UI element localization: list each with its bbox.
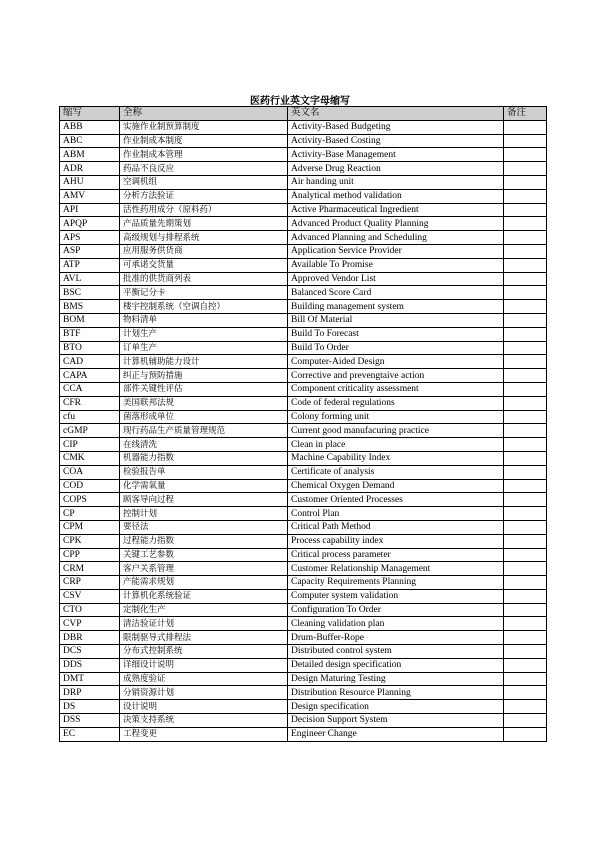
table-row: [60, 327, 547, 341]
cell-english-name: Drum-Buffer-Rope: [288, 631, 504, 645]
cell-remarks: [504, 617, 547, 631]
cell-abbreviation: cGMP: [60, 424, 120, 438]
cell-abbreviation: CIP: [60, 438, 120, 452]
cell-english-name: Advanced Planning and Scheduling: [288, 231, 504, 245]
cell-full-name: 清洁验证计划: [120, 617, 288, 631]
cell-remarks: [504, 369, 547, 383]
cell-english-name: Approved Vendor List: [288, 272, 504, 286]
cell-full-name: 平衡记分卡: [120, 286, 288, 300]
table-row: [60, 272, 547, 286]
cell-english-name: Activity-Based Budgeting: [288, 120, 504, 134]
cell-full-name: 订单生产: [120, 341, 288, 355]
cell-full-name: 纠正与预防措施: [120, 369, 288, 383]
cell-remarks: [504, 672, 547, 686]
cell-abbreviation: DDS: [60, 658, 120, 672]
cell-abbreviation: CFR: [60, 396, 120, 410]
document-title: 医药行业英文字母缩写: [250, 96, 350, 107]
table-row: [60, 148, 547, 162]
cell-full-name: 顾客导向过程: [120, 493, 288, 507]
table-row: [60, 493, 547, 507]
cell-remarks: [504, 576, 547, 590]
cell-full-name: 过程能力指数: [120, 534, 288, 548]
table-header-row: [60, 107, 547, 121]
cell-full-name: 化学需氧量: [120, 479, 288, 493]
cell-full-name: 计算机化系统验证: [120, 589, 288, 603]
cell-english-name: Computer system validation: [288, 589, 504, 603]
header-abbreviation: 缩写: [60, 107, 120, 121]
cell-remarks: [504, 589, 547, 603]
cell-english-name: Configuration To Order: [288, 603, 504, 617]
cell-abbreviation: BTO: [60, 341, 120, 355]
table-row: [60, 617, 547, 631]
cell-remarks: [504, 603, 547, 617]
cell-abbreviation: DMT: [60, 672, 120, 686]
cell-full-name: 部件关键性评估: [120, 382, 288, 396]
cell-abbreviation: BOM: [60, 313, 120, 327]
table-row: [60, 134, 547, 148]
cell-english-name: Application Service Provider: [288, 244, 504, 258]
cell-english-name: Machine Capability Index: [288, 451, 504, 465]
cell-remarks: [504, 686, 547, 700]
cell-full-name: 成熟度验证: [120, 672, 288, 686]
cell-remarks: [504, 148, 547, 162]
cell-full-name: 要径法: [120, 520, 288, 534]
table-row: [60, 727, 547, 741]
cell-abbreviation: API: [60, 203, 120, 217]
cell-full-name: 客户关系管理: [120, 562, 288, 576]
cell-english-name: Critical Path Method: [288, 520, 504, 534]
cell-full-name: 作业制成本管理: [120, 148, 288, 162]
cell-english-name: Adverse Drug Reaction: [288, 162, 504, 176]
cell-english-name: Component criticality assessment: [288, 382, 504, 396]
cell-full-name: 计算机辅助能力设计: [120, 355, 288, 369]
cell-full-name: 作业制成本制度: [120, 134, 288, 148]
cell-remarks: [504, 189, 547, 203]
cell-remarks: [504, 382, 547, 396]
cell-abbreviation: CAPA: [60, 369, 120, 383]
cell-english-name: Corrective and prevengtaive action: [288, 369, 504, 383]
table-row: [60, 548, 547, 562]
cell-remarks: [504, 286, 547, 300]
cell-abbreviation: ABM: [60, 148, 120, 162]
cell-abbreviation: ATP: [60, 258, 120, 272]
cell-abbreviation: CVP: [60, 617, 120, 631]
cell-abbreviation: CTO: [60, 603, 120, 617]
cell-full-name: 限制驱导式排程法: [120, 631, 288, 645]
cell-remarks: [504, 300, 547, 314]
table-row: [60, 603, 547, 617]
table-row: [60, 479, 547, 493]
cell-english-name: Engineer Change: [288, 727, 504, 741]
cell-abbreviation: CP: [60, 507, 120, 521]
table-row: [60, 300, 547, 314]
cell-remarks: [504, 451, 547, 465]
cell-remarks: [504, 355, 547, 369]
table-row: [60, 534, 547, 548]
table-body: [60, 120, 547, 741]
cell-english-name: Detailed design specification: [288, 658, 504, 672]
cell-english-name: Build To Order: [288, 341, 504, 355]
header-full-name: 全称: [120, 107, 288, 121]
table-row: [60, 451, 547, 465]
cell-abbreviation: COD: [60, 479, 120, 493]
cell-english-name: Process capability index: [288, 534, 504, 548]
cell-abbreviation: cfu: [60, 410, 120, 424]
cell-remarks: [504, 175, 547, 189]
cell-abbreviation: DSS: [60, 714, 120, 728]
cell-remarks: [504, 714, 547, 728]
cell-remarks: [504, 244, 547, 258]
cell-english-name: Design specification: [288, 700, 504, 714]
cell-english-name: Cleaning validation plan: [288, 617, 504, 631]
cell-full-name: 空调机组: [120, 175, 288, 189]
cell-remarks: [504, 562, 547, 576]
cell-full-name: 产能需求规划: [120, 576, 288, 590]
cell-remarks: [504, 645, 547, 659]
cell-remarks: [504, 203, 547, 217]
cell-full-name: 分析方法验证: [120, 189, 288, 203]
cell-full-name: 详细设计说明: [120, 658, 288, 672]
cell-english-name: Activity-Base Management: [288, 148, 504, 162]
cell-abbreviation: CPK: [60, 534, 120, 548]
cell-abbreviation: AVL: [60, 272, 120, 286]
cell-abbreviation: CMK: [60, 451, 120, 465]
cell-full-name: 可承诺交货量: [120, 258, 288, 272]
cell-full-name: 药品不良反应: [120, 162, 288, 176]
table-row: [60, 410, 547, 424]
table-row: [60, 686, 547, 700]
cell-remarks: [504, 217, 547, 231]
cell-abbreviation: DCS: [60, 645, 120, 659]
cell-remarks: [504, 507, 547, 521]
cell-full-name: 控制计划: [120, 507, 288, 521]
cell-abbreviation: BTF: [60, 327, 120, 341]
table-row: [60, 231, 547, 245]
cell-abbreviation: CRM: [60, 562, 120, 576]
cell-remarks: [504, 534, 547, 548]
table-row: [60, 507, 547, 521]
cell-english-name: Advanced Product Quality Planning: [288, 217, 504, 231]
cell-abbreviation: CPM: [60, 520, 120, 534]
cell-abbreviation: COA: [60, 465, 120, 479]
cell-abbreviation: DRP: [60, 686, 120, 700]
cell-english-name: Critical process parameter: [288, 548, 504, 562]
cell-english-name: Code of federal regulations: [288, 396, 504, 410]
cell-full-name: 批准的供货商列表: [120, 272, 288, 286]
cell-remarks: [504, 134, 547, 148]
table-row: [60, 217, 547, 231]
cell-remarks: [504, 162, 547, 176]
table-row: [60, 576, 547, 590]
cell-full-name: 实施作业制预算制度: [120, 120, 288, 134]
cell-abbreviation: ADR: [60, 162, 120, 176]
cell-full-name: 高级规划与排程系统: [120, 231, 288, 245]
table-row: [60, 313, 547, 327]
cell-full-name: 分销资源计划: [120, 686, 288, 700]
table-row: [60, 175, 547, 189]
table-row: [60, 520, 547, 534]
cell-remarks: [504, 438, 547, 452]
cell-english-name: Capacity Requirements Planning: [288, 576, 504, 590]
cell-remarks: [504, 548, 547, 562]
cell-abbreviation: CRP: [60, 576, 120, 590]
cell-full-name: 楼宇控制系统（空调自控）: [120, 300, 288, 314]
table-row: [60, 631, 547, 645]
cell-abbreviation: AMV: [60, 189, 120, 203]
cell-english-name: Control Plan: [288, 507, 504, 521]
cell-english-name: Chemical Oxygen Demand: [288, 479, 504, 493]
cell-remarks: [504, 396, 547, 410]
cell-remarks: [504, 231, 547, 245]
table-row: [60, 162, 547, 176]
cell-remarks: [504, 700, 547, 714]
cell-remarks: [504, 465, 547, 479]
cell-full-name: 物料清单: [120, 313, 288, 327]
table-row: [60, 258, 547, 272]
header-remarks: 备注: [504, 107, 547, 121]
cell-remarks: [504, 658, 547, 672]
table-row: [60, 355, 547, 369]
cell-english-name: Decision Support System: [288, 714, 504, 728]
cell-abbreviation: DBR: [60, 631, 120, 645]
cell-full-name: 工程变更: [120, 727, 288, 741]
cell-english-name: Clean in place: [288, 438, 504, 452]
cell-english-name: Active Pharmaceutical Ingredient: [288, 203, 504, 217]
cell-remarks: [504, 313, 547, 327]
cell-abbreviation: AHU: [60, 175, 120, 189]
cell-english-name: Certificate of analysis: [288, 465, 504, 479]
cell-remarks: [504, 520, 547, 534]
table-row: [60, 714, 547, 728]
cell-remarks: [504, 727, 547, 741]
cell-full-name: 设计说明: [120, 700, 288, 714]
cell-remarks: [504, 631, 547, 645]
cell-abbreviation: ASP: [60, 244, 120, 258]
cell-remarks: [504, 272, 547, 286]
table-row: [60, 465, 547, 479]
table-row: [60, 700, 547, 714]
cell-remarks: [504, 327, 547, 341]
table-row: [60, 382, 547, 396]
table-row: [60, 341, 547, 355]
cell-english-name: Customer Oriented Processes: [288, 493, 504, 507]
cell-full-name: 计划生产: [120, 327, 288, 341]
cell-abbreviation: CSV: [60, 589, 120, 603]
cell-full-name: 定制化生产: [120, 603, 288, 617]
cell-full-name: 在线清洗: [120, 438, 288, 452]
cell-abbreviation: EC: [60, 727, 120, 741]
cell-abbreviation: DS: [60, 700, 120, 714]
table-row: [60, 189, 547, 203]
table-row: [60, 120, 547, 134]
cell-english-name: Air handing unit: [288, 175, 504, 189]
cell-full-name: 检验报告单: [120, 465, 288, 479]
cell-abbreviation: CPP: [60, 548, 120, 562]
cell-full-name: 美国联邦法规: [120, 396, 288, 410]
table-row: [60, 645, 547, 659]
cell-abbreviation: CAD: [60, 355, 120, 369]
cell-full-name: 应用服务供货商: [120, 244, 288, 258]
cell-english-name: Current good manufacuring practice: [288, 424, 504, 438]
cell-english-name: Balanced Score Card: [288, 286, 504, 300]
cell-full-name: 机器能力指数: [120, 451, 288, 465]
cell-full-name: 活性药用成分（原料药）: [120, 203, 288, 217]
table-row: [60, 244, 547, 258]
cell-abbreviation: BMS: [60, 300, 120, 314]
abbreviation-table: [59, 106, 547, 742]
cell-abbreviation: ABB: [60, 120, 120, 134]
cell-english-name: Design Maturing Testing: [288, 672, 504, 686]
cell-remarks: [504, 258, 547, 272]
cell-abbreviation: ABC: [60, 134, 120, 148]
cell-abbreviation: COPS: [60, 493, 120, 507]
cell-english-name: Available To Promise: [288, 258, 504, 272]
cell-remarks: [504, 479, 547, 493]
table-row: [60, 438, 547, 452]
cell-english-name: Activity-Based Costing: [288, 134, 504, 148]
table-row: [60, 396, 547, 410]
table-row: [60, 589, 547, 603]
cell-full-name: 产品质量先期策划: [120, 217, 288, 231]
cell-abbreviation: APS: [60, 231, 120, 245]
cell-full-name: 现行药品生产质量管理规范: [120, 424, 288, 438]
table-row: [60, 424, 547, 438]
cell-abbreviation: BSC: [60, 286, 120, 300]
table-row: [60, 658, 547, 672]
table-row: [60, 286, 547, 300]
cell-remarks: [504, 341, 547, 355]
cell-full-name: 菌落形成单位: [120, 410, 288, 424]
cell-english-name: Bill Of Material: [288, 313, 504, 327]
cell-english-name: Colony forming unit: [288, 410, 504, 424]
table-row: [60, 369, 547, 383]
cell-remarks: [504, 120, 547, 134]
cell-english-name: Computer-Aided Design: [288, 355, 504, 369]
cell-english-name: Build To Forecast: [288, 327, 504, 341]
table-row: [60, 672, 547, 686]
cell-abbreviation: CCA: [60, 382, 120, 396]
table-row: [60, 203, 547, 217]
cell-english-name: Customer Relationship Management: [288, 562, 504, 576]
cell-english-name: Analytical method validation: [288, 189, 504, 203]
cell-english-name: Distribution Resource Planning: [288, 686, 504, 700]
cell-abbreviation: APQP: [60, 217, 120, 231]
cell-full-name: 分布式控制系统: [120, 645, 288, 659]
cell-full-name: 关键工艺参数: [120, 548, 288, 562]
cell-english-name: Distributed control system: [288, 645, 504, 659]
cell-remarks: [504, 493, 547, 507]
header-english-name: 英文名: [288, 107, 504, 121]
cell-english-name: Building management system: [288, 300, 504, 314]
cell-remarks: [504, 410, 547, 424]
cell-remarks: [504, 424, 547, 438]
cell-full-name: 决策支持系统: [120, 714, 288, 728]
table-row: [60, 562, 547, 576]
